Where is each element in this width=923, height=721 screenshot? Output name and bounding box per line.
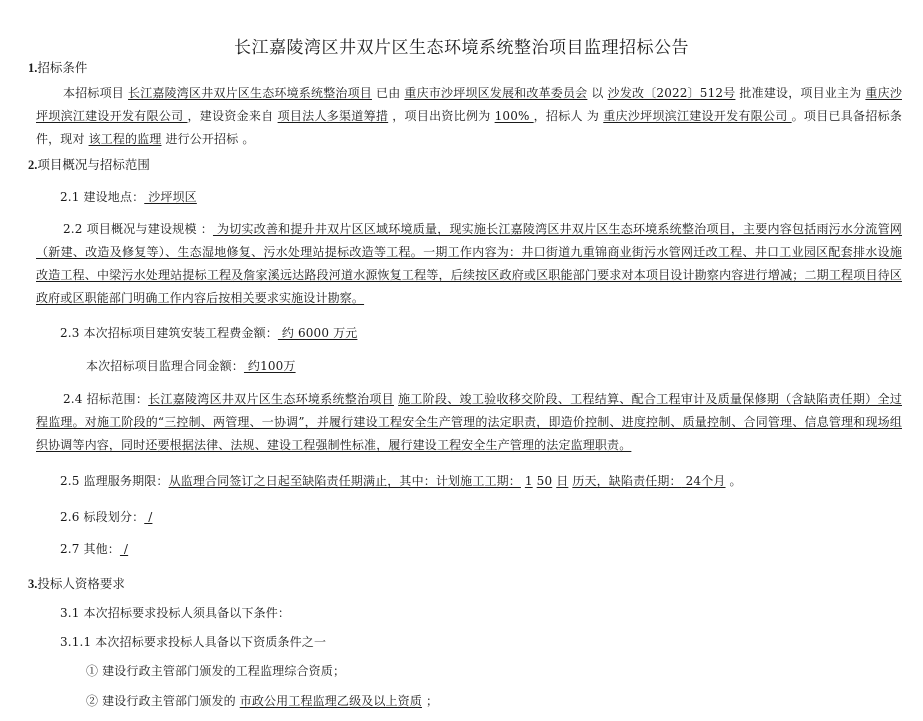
contract-amount: 约100万 [243, 359, 296, 373]
funding-source: 项目法人多渠道筹措 [277, 109, 389, 123]
service-period: 从监理合同签订之日起至缺陷责任期满止 [168, 474, 388, 488]
warranty-period: 24个月 [681, 474, 726, 488]
qualification-item-1: ① 建设行政主管部门颁发的工程监理综合资质； [86, 664, 346, 678]
text: 。 [725, 474, 742, 488]
item-2-1-label: 2.1 建设地点： [60, 190, 145, 204]
text: 批准建设，项目业主为 [735, 86, 866, 100]
item-2-6-label: 2.6 标段划分： [60, 510, 145, 524]
item-3-1: 3.1 本次招标要求投标人须具备以下条件： [60, 606, 291, 620]
contract-amount-label: 本次招标项目监理合同金额： [86, 359, 244, 373]
item-2-3-contract [86, 357, 296, 374]
section-1-paragraph [36, 82, 902, 151]
text: 进行公开招标 。 [161, 132, 255, 146]
item-2-3 [60, 324, 357, 341]
duration-part-1: 1 [524, 474, 533, 488]
project-name: 长江嘉陵湾区井双片区生态环境系统整治项目 [128, 86, 372, 100]
text: ② 建设行政主管部门颁发的 [86, 694, 240, 708]
project-owner: 重庆沙坪坝滨江建设开发有限公司 [36, 86, 902, 123]
section-2-title: 项目概况与招标范围 [37, 158, 150, 172]
section-3-number: 3. [28, 577, 38, 591]
item-2-4 [36, 388, 902, 457]
text: 历天，缺陷责任期： [572, 474, 682, 488]
text: 已由 [371, 86, 405, 100]
section-2-heading [28, 155, 150, 173]
text: 以 [587, 86, 608, 100]
document-title: 长江嘉陵湾区井双片区生态环境系统整治项目监理招标公告 [234, 38, 689, 57]
approval-number: 沙发改〔2022〕512号 [607, 86, 736, 100]
construction-cost: 约 6000 万元 [277, 326, 358, 340]
section-2-number: 2. [28, 158, 38, 172]
item-2-6 [60, 508, 152, 525]
item-2-7 [60, 540, 128, 557]
other-info: / [119, 542, 129, 556]
section-1-title: 招标条件 [37, 61, 88, 75]
section-1-number: 1. [28, 61, 38, 75]
section-3-heading [28, 574, 125, 592]
text: 本招标项目 [63, 86, 129, 100]
approver: 重庆市沙坪坝区发展和改革委员会 [404, 86, 588, 100]
text: ，建设资金来自 [187, 109, 278, 123]
item-2-5 [60, 472, 742, 489]
text: ，其中：计划施工工期： [387, 474, 521, 488]
item-2-2-label: 2.2 项目概况与建设规模 ： [63, 222, 213, 236]
text: ，招标人 为 [533, 109, 604, 123]
section-1-heading [28, 58, 87, 76]
qualification-item-2 [86, 692, 438, 709]
text: ； [422, 694, 439, 708]
construction-location: 沙坪坝区 [144, 190, 197, 204]
scope-project: 长江嘉陵湾区井双片区生态环境系统整治项目 [148, 392, 394, 406]
item-3-1-1: 3.1.1 本次招标要求投标人具备以下资质条件之一 [60, 635, 327, 649]
duration-part-2: 50 [536, 474, 553, 488]
item-2-5-label: 2.5 监理服务期限： [60, 474, 169, 488]
item-2-1 [60, 188, 197, 205]
text: ，项目出资比例为 [388, 109, 495, 123]
section-3-title: 投标人资格要求 [37, 577, 125, 591]
item-2-7-label: 2.7 其他： [60, 542, 120, 556]
item-2-4-label: 2.4 招标范围： [63, 392, 149, 406]
project-scale-description: 为切实改善和提升井双片区区域环境质量，现实施长江嘉陵湾区井双片区生态环境系统整治项目，主要内容包括雨污水分流管网（新建、改造及修复等）、生态湿地修复、污水处理站提标改造等工程。一期工作内容为：井口街道九重锦商业街污水管网迁改工程、井口工业园区配套排水设施改造工程、中梁污水处理站提标工程及詹家溪远达路段河道水源恢复工程等，后续按区政府或区职能部门要求对本项目设计勘察内容进行增减；二期工程项目待区政府或区职能部门明确工作内容后按相关要求实施设计勘察。 [36, 222, 902, 305]
required-qualification: 市政公用工程监理乙级及以上资质 [239, 694, 422, 708]
item-2-2 [36, 218, 902, 310]
text: 。项目已具备招标条件，现对 [36, 109, 903, 146]
tender-subject: 该工程的监理 [88, 132, 162, 146]
funding-ratio: 100% [494, 109, 534, 123]
lot-division: / [144, 510, 153, 524]
item-2-3-label: 2.3 本次招标项目建筑安装工程费金额： [60, 326, 278, 340]
tender-scope: 施工阶段、竣工验收移交阶段、工程结算、配合工程审计及质量保修期（含缺陷责任期）全过程监理。对施工阶段的“三控制、两管理、一协调”，并履行建设工程安全生产管理的法定职责，即造价控制、进度控制、质量控制、合同管理、信息管理和现场组织协调等内容，同时还要根据法律、法规、建设工程强制性标准，履行建设工程安全生产管理的法定监理职责。 [36, 392, 902, 452]
tenderer: 重庆沙坪坝滨江建设开发有限公司 [603, 109, 792, 123]
duration-unit: 日 [556, 474, 569, 488]
